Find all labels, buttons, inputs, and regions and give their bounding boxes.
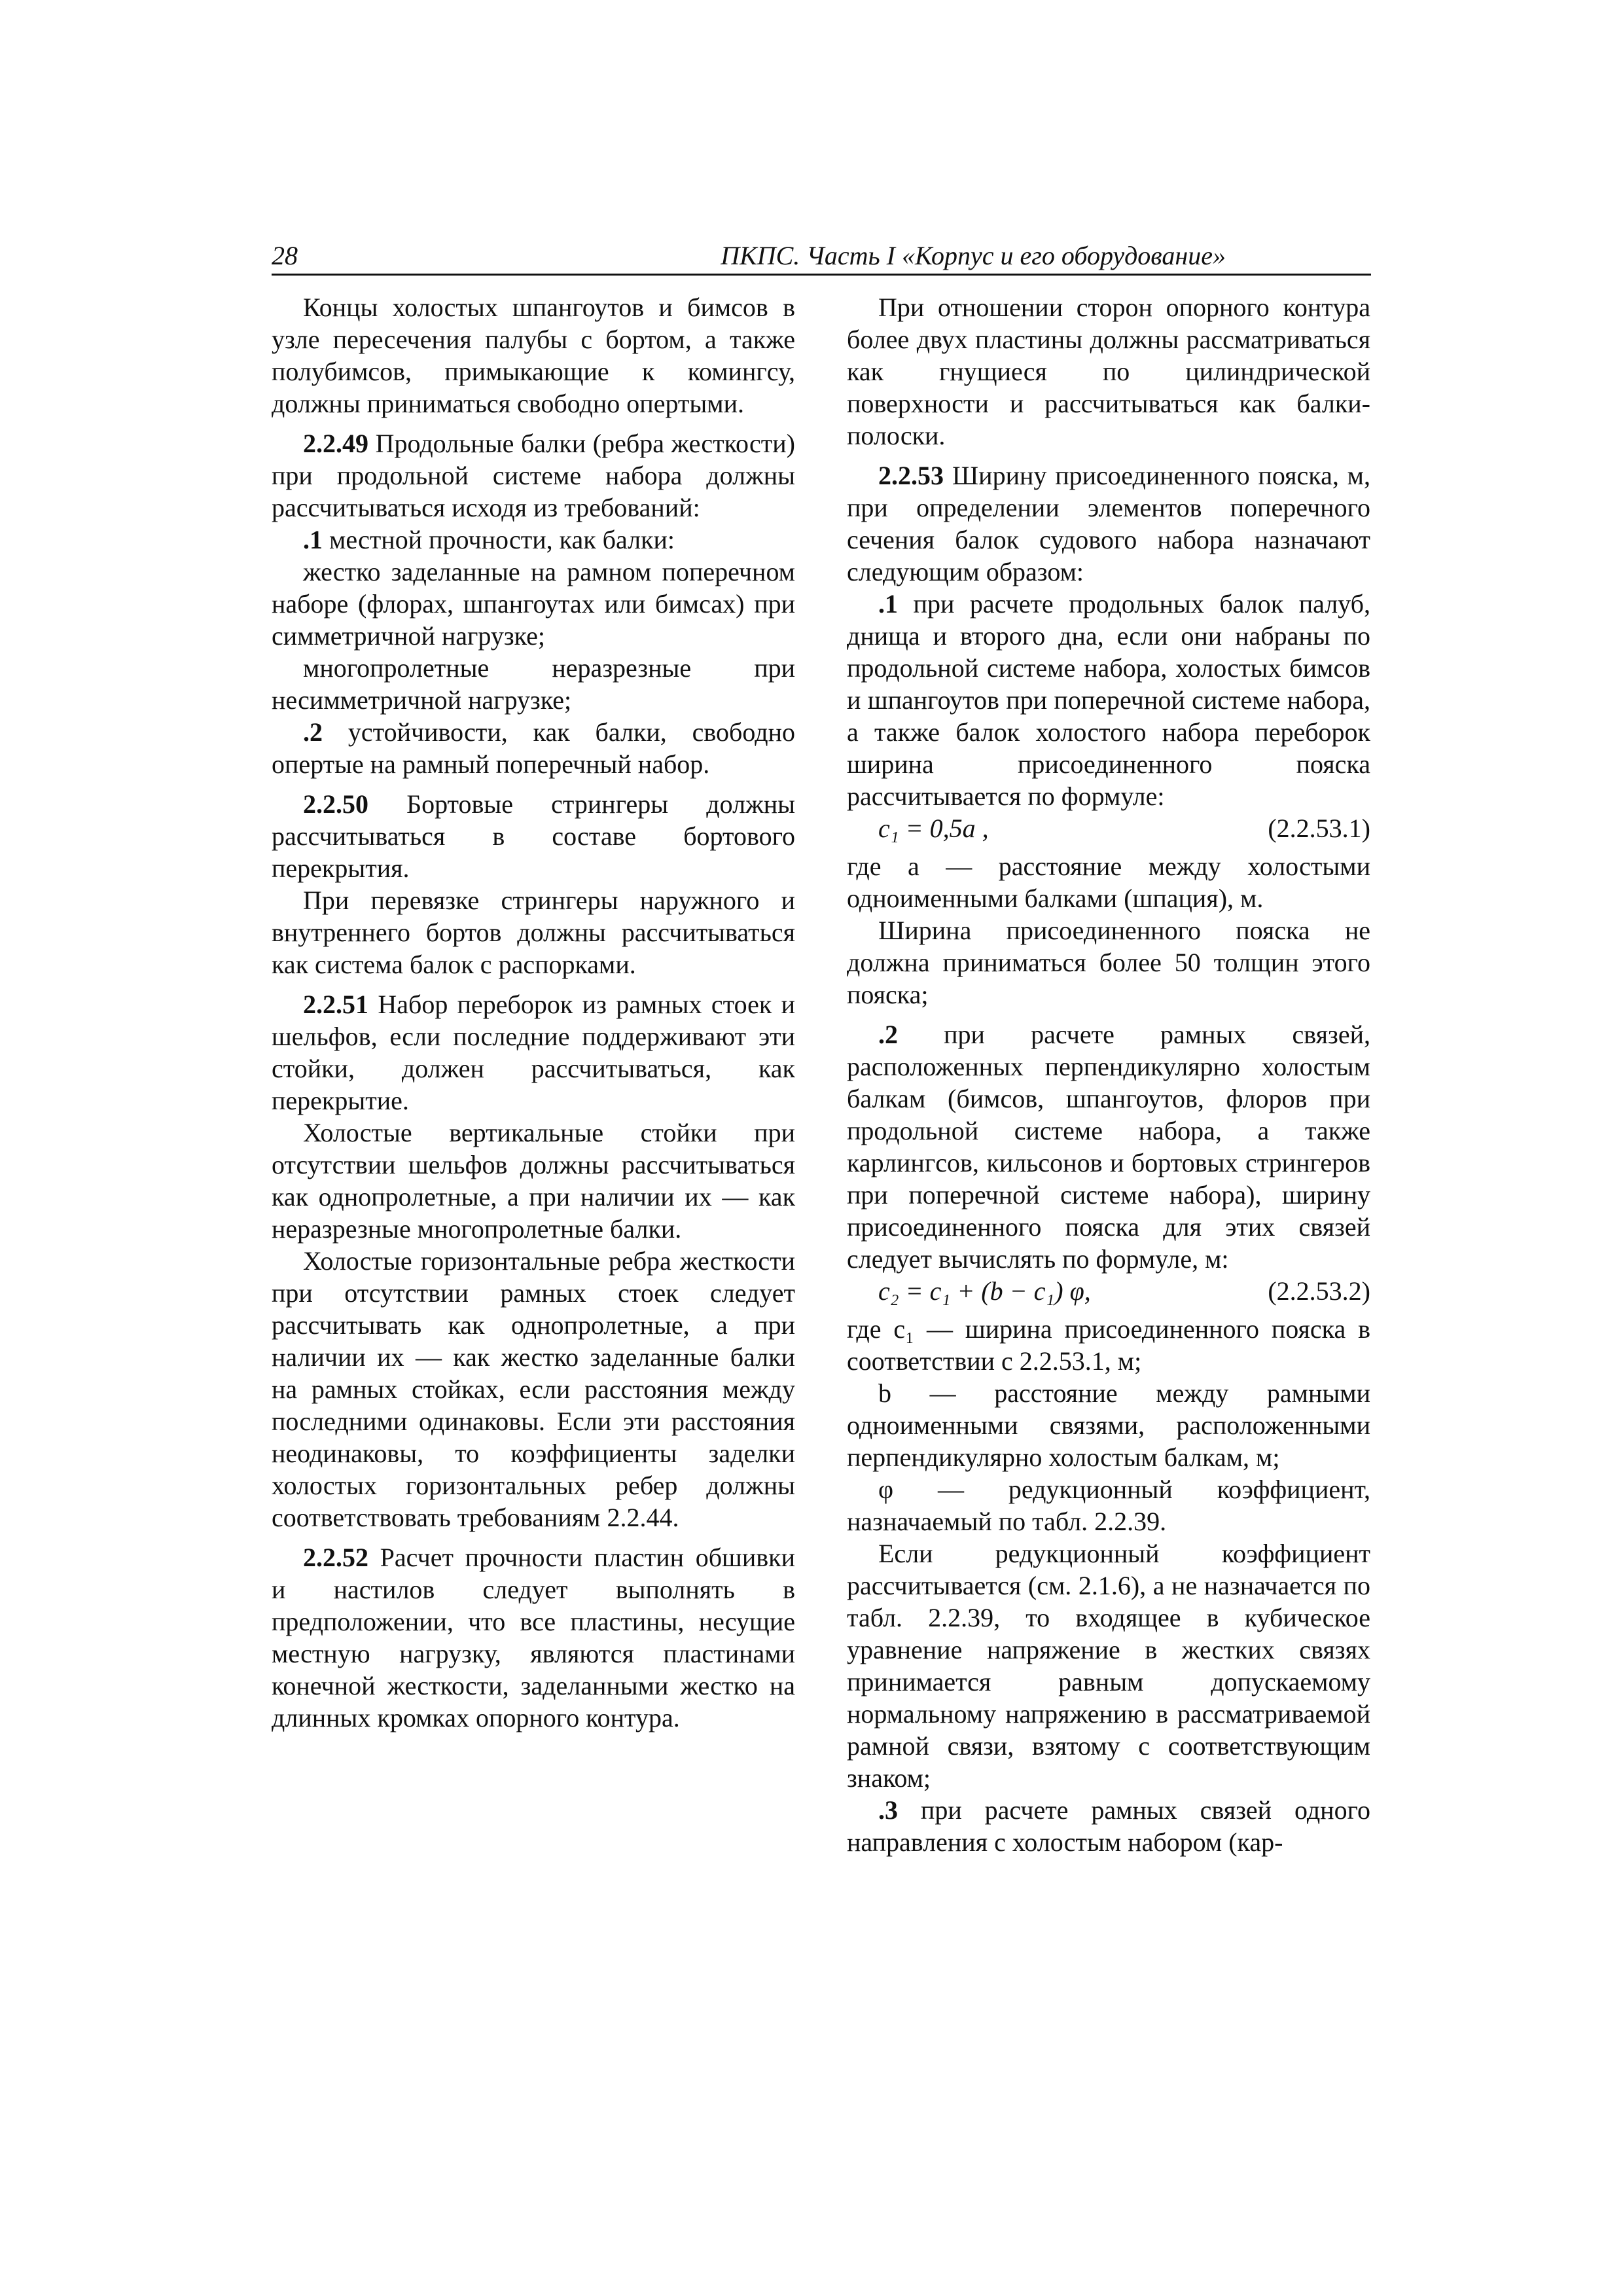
- section-number: 2.2.53: [878, 461, 944, 490]
- item-number: .2: [303, 717, 323, 747]
- item-number: .2: [878, 1020, 898, 1049]
- right-column: [847, 291, 1370, 1866]
- sub-item: многопролетные неразрезные при несимметричной нагрузке;: [272, 653, 795, 715]
- section-number: 2.2.52: [303, 1543, 368, 1572]
- item-text: устойчивости, как балки, свободно опертые на рамный поперечный набор.: [272, 717, 795, 779]
- section-2-2-49: [272, 427, 795, 524]
- section-2-2-50: [272, 788, 795, 884]
- list-item: [272, 524, 795, 556]
- item-number: .3: [878, 1795, 898, 1825]
- section-text: Продольные балки (ребра жесткости) при продольной системе набора должны рассчитываться исходя из требований:: [272, 429, 795, 522]
- formula-explanation: где a — расстояние между холостыми одноименными балками (шпация), м.: [847, 852, 1370, 913]
- paragraph: Ширина присоединенного пояска не должна приниматься более 50 толщин этого пояска;: [847, 916, 1370, 1009]
- paragraph: Холостые вертикальные стойки при отсутствии шельфов должны рассчитываться как однопролетные, а при наличии их — как неразрезные многопролетные балки.: [272, 1118, 795, 1244]
- formula-expression: c₁ = 0,5a ,: [878, 814, 989, 843]
- list-item: [847, 1018, 1370, 1275]
- section-text: Бортовые стрингеры должны рассчитываться в составе бортового перекрытия.: [272, 789, 795, 883]
- paragraph: Холостые горизонтальные ребра жесткости при отсутствии рамных стоек следует рассчитывать как однопролетные, а при наличии их — как жестко заделанные балки на рамных стойках, если расстояния между последними одинаковы. Если эти расстояния неодинаковы, то коэффициенты заделки холостых горизонтальных ребер должны соответствовать требованиям 2.2.44.: [272, 1246, 795, 1532]
- section-text: Набор переборок из рамных стоек и шельфов, если последние поддерживают эти стойки, должен рассчитываться, как перекрытие.: [272, 990, 795, 1115]
- paragraph: Концы холостых шпангоутов и бимсов в узле пересечения палубы с бортом, а также полубимсов, примыкающие к комингсу, должны приниматься свободно опертыми.: [272, 293, 795, 418]
- sub-item: жестко заделанные на рамном поперечном наборе (флорах, шпангоутах или бимсах) при симметричной нагрузке;: [272, 557, 795, 651]
- section-number: 2.2.50: [303, 789, 368, 819]
- item-number: .1: [878, 589, 898, 619]
- formula-reference: (2.2.53.1): [1268, 814, 1370, 843]
- formula-explanation: b — расстояние между рамными одноименными связями, расположенными перпендикулярно холостым балкам, м;: [847, 1378, 1370, 1472]
- section-2-2-53: [847, 459, 1370, 588]
- section-2-2-52: [272, 1541, 795, 1734]
- list-item: [847, 1794, 1370, 1858]
- section-text: Расчет прочности пластин обшивки и настилов следует выполнять в предположении, что все пластины, несущие местную нагрузку, являются пластинами конечной жесткости, заделанными жестко на длинных кромках опорного контура.: [272, 1543, 795, 1732]
- running-title: ПКПС. Часть I «Корпус и его оборудование»: [721, 241, 1226, 270]
- item-text: при расчете рамных связей одного направления с холостым набором (кар-: [847, 1795, 1370, 1857]
- section-number: 2.2.49: [303, 429, 368, 458]
- paragraph: При отношении сторон опорного контура более двух пластины должны рассматриваться как гнущиеся по цилиндрической поверхности и рассчитываться как балки-полоски.: [847, 293, 1370, 450]
- section-text: Ширину присоединенного пояска, м, при определении элементов поперечного сечения балок судового набора назначают следующим образом:: [847, 461, 1370, 586]
- section-number: 2.2.51: [303, 990, 368, 1019]
- item-text: при расчете рамных связей, расположенных перпендикулярно холостым балкам (бимсов, шпангоутов, флоров при продольной системе набора, а также карлингсов, кильсонов и бортовых стрингеров при поперечной системе набора), ширину присоединенного пояска для этих связей следует вычислять по формуле, м:: [847, 1020, 1370, 1274]
- formula-2-2-53-1: [847, 812, 1370, 846]
- paragraph: Если редукционный коэффициент рассчитывается (см. 2.1.6), а не назначается по табл. 2.2.39, то входящее в кубическое уравнение напряжение в жестких связях принимается равным допускаемому нормальному напряжению в рассматриваемой рамной связи, взятому с соответствующим знаком;: [847, 1539, 1370, 1793]
- formula-2-2-53-2: [847, 1275, 1370, 1309]
- paragraph: При перевязке стрингеры наружного и внутреннего бортов должны рассчитываться как система балок с распорками.: [272, 886, 795, 979]
- list-item: [847, 588, 1370, 812]
- formula-reference: (2.2.53.2): [1268, 1276, 1370, 1306]
- page-number: 28: [272, 241, 298, 270]
- item-number: .1: [303, 525, 323, 554]
- formula-expression: c₂ = c₁ + (b − c₁) φ,: [878, 1276, 1091, 1306]
- left-column: [272, 291, 795, 1742]
- section-2-2-51: [272, 988, 795, 1117]
- item-text: местной прочности, как балки:: [323, 525, 675, 554]
- formula-explanation: где c₁ — ширина присоединенного пояска в соответствии с 2.2.53.1, м;: [847, 1314, 1370, 1376]
- formula-explanation: φ — редукционный коэффициент, назначаемый по табл. 2.2.39.: [847, 1475, 1370, 1536]
- page-header: [272, 237, 1371, 276]
- item-text: при расчете продольных балок палуб, днища и второго дна, если они набраны по продольной системе набора, холостых бимсов и шпангоутов при поперечной системе набора, а также балок холостого набора переборок ширина присоединенного пояска рассчитывается по формуле:: [847, 589, 1370, 811]
- list-item: [272, 716, 795, 780]
